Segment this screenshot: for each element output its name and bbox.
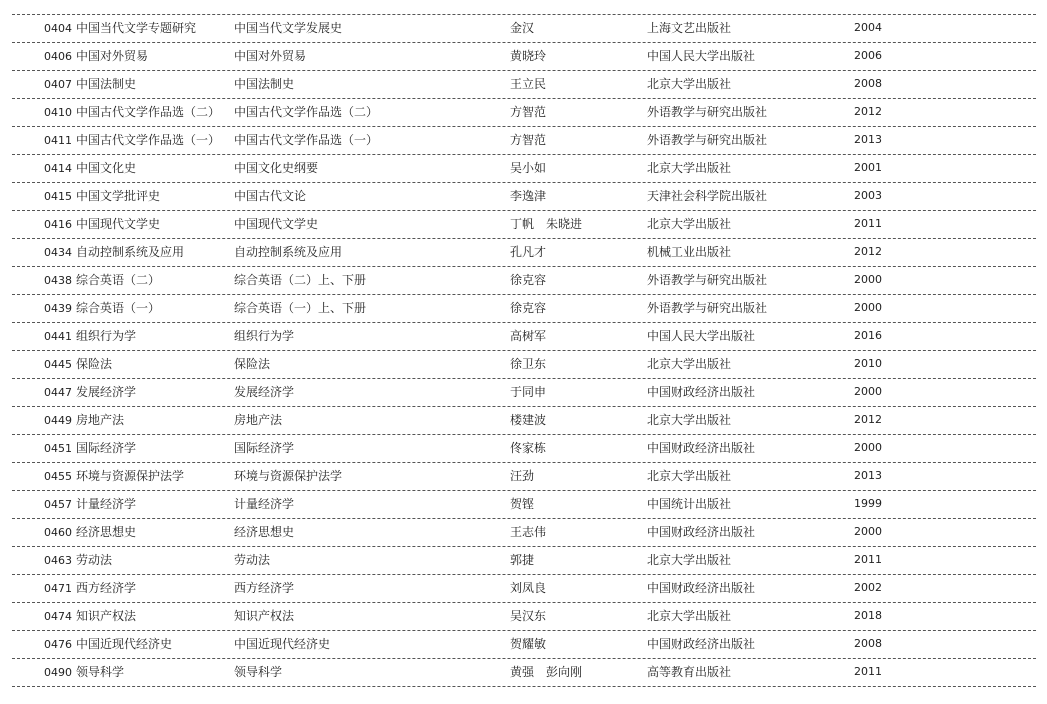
course-name: 组织行为学: [76, 329, 137, 343]
table-row: [0, 210, 1047, 238]
author: 王志伟: [510, 525, 547, 539]
course-cell: [44, 378, 136, 406]
publication-year: 2011: [854, 553, 882, 566]
table-row: [0, 182, 1047, 210]
course-cell: [44, 294, 160, 322]
publisher: 外语教学与研究出版社: [647, 273, 768, 287]
course-name: 自动控制系统及应用: [76, 245, 185, 259]
course-cell: [44, 518, 136, 546]
publisher: 北京大学出版社: [647, 217, 732, 231]
course-code: 0434: [44, 246, 72, 259]
course-code: 0414: [44, 162, 72, 175]
publisher: 上海文艺出版社: [647, 21, 732, 35]
textbook-title: 中国古代文学作品选（一）: [234, 133, 379, 147]
course-name: 中国古代文学作品选（二）: [76, 105, 221, 119]
table-row: [0, 98, 1047, 126]
course-cell: [44, 182, 160, 210]
textbook-title: 组织行为学: [234, 329, 295, 343]
publisher: 北京大学出版社: [647, 553, 732, 567]
publication-year: 2000: [854, 441, 882, 454]
table-row: [0, 294, 1047, 322]
course-name: 中国近现代经济史: [76, 637, 173, 651]
author: 黄强 彭向刚: [510, 665, 583, 679]
textbook-title: 中国当代文学发展史: [234, 21, 343, 35]
course-code: 0476: [44, 638, 72, 651]
author: 楼建波: [510, 413, 547, 427]
textbook-title: 保险法: [234, 357, 271, 371]
publication-year: 2006: [854, 49, 882, 62]
course-name: 房地产法: [76, 413, 125, 427]
author: 吴汉东: [510, 609, 547, 623]
table-row: [0, 490, 1047, 518]
publisher: 机械工业出版社: [647, 245, 732, 259]
table-row: [0, 630, 1047, 658]
table-row: [0, 518, 1047, 546]
author: 孔凡才: [510, 245, 547, 259]
publication-year: 2000: [854, 273, 882, 286]
author: 高树军: [510, 329, 547, 343]
textbook-title: 综合英语（一）上、下册: [234, 301, 367, 315]
publication-year: 2011: [854, 665, 882, 678]
course-code: 0438: [44, 274, 72, 287]
course-code: 0411: [44, 134, 72, 147]
course-name: 中国对外贸易: [76, 49, 149, 63]
publisher: 北京大学出版社: [647, 609, 732, 623]
textbook-title: 中国文化史纲要: [234, 161, 319, 175]
author: 贺耀敏: [510, 637, 547, 651]
publisher: 北京大学出版社: [647, 77, 732, 91]
publication-year: 2003: [854, 189, 882, 202]
course-code: 0471: [44, 582, 72, 595]
textbook-title: 劳动法: [234, 553, 271, 567]
author: 丁帆 朱晓进: [510, 217, 583, 231]
author: 方智范: [510, 133, 547, 147]
textbook-title: 知识产权法: [234, 609, 295, 623]
author: 佟家栋: [510, 441, 547, 455]
author: 李逸津: [510, 189, 547, 203]
publication-year: 2010: [854, 357, 882, 370]
author: 郭捷: [510, 553, 535, 567]
table-row: [0, 238, 1047, 266]
textbook-title: 西方经济学: [234, 581, 295, 595]
course-code: 0460: [44, 526, 72, 539]
course-cell: [44, 434, 136, 462]
course-code: 0404: [44, 22, 72, 35]
publication-year: 2012: [854, 413, 882, 426]
table-row: [0, 658, 1047, 686]
course-name: 中国文学批评史: [76, 189, 161, 203]
publication-year: 2004: [854, 21, 882, 34]
course-name: 中国现代文学史: [76, 217, 161, 231]
textbook-title: 房地产法: [234, 413, 283, 427]
course-code: 0441: [44, 330, 72, 343]
table-row: [0, 154, 1047, 182]
course-cell: [44, 266, 160, 294]
textbook-title: 中国近现代经济史: [234, 637, 331, 651]
course-name: 西方经济学: [76, 581, 137, 595]
publication-year: 2000: [854, 525, 882, 538]
table-row: [0, 378, 1047, 406]
course-name: 中国法制史: [76, 77, 137, 91]
textbook-title: 中国法制史: [234, 77, 295, 91]
textbook-title: 环境与资源保护法学: [234, 469, 343, 483]
publication-year: 2012: [854, 105, 882, 118]
textbook-title: 计量经济学: [234, 497, 295, 511]
author: 刘凤良: [510, 581, 547, 595]
publication-year: 2013: [854, 133, 882, 146]
course-code: 0451: [44, 442, 72, 455]
course-code: 0474: [44, 610, 72, 623]
publication-year: 2016: [854, 329, 882, 342]
table-row: [0, 602, 1047, 630]
publication-year: 2001: [854, 161, 882, 174]
course-code: 0447: [44, 386, 72, 399]
course-cell: [44, 238, 184, 266]
course-name: 环境与资源保护法学: [76, 469, 185, 483]
course-code: 0457: [44, 498, 72, 511]
table-row: [0, 406, 1047, 434]
publisher: 北京大学出版社: [647, 357, 732, 371]
course-name: 综合英语（一）: [76, 301, 161, 315]
table-row: [0, 14, 1047, 42]
publication-year: 2000: [854, 385, 882, 398]
course-name: 中国文化史: [76, 161, 137, 175]
publication-year: 1999: [854, 497, 882, 510]
course-cell: [44, 490, 136, 518]
table-row: [0, 70, 1047, 98]
publisher: 中国财政经济出版社: [647, 385, 756, 399]
course-cell: [44, 42, 148, 70]
publisher: 中国财政经济出版社: [647, 581, 756, 595]
publisher: 天津社会科学院出版社: [647, 189, 768, 203]
course-cell: [44, 462, 184, 490]
textbook-title: 中国古代文学作品选（二）: [234, 105, 379, 119]
course-name: 综合英语（二）: [76, 273, 161, 287]
course-code: 0415: [44, 190, 72, 203]
course-cell: [44, 546, 112, 574]
course-name: 保险法: [76, 357, 113, 371]
course-name: 劳动法: [76, 553, 113, 567]
course-cell: [44, 126, 220, 154]
course-cell: [44, 350, 112, 378]
course-code: 0439: [44, 302, 72, 315]
publication-year: 2000: [854, 301, 882, 314]
author: 汪劲: [510, 469, 535, 483]
author: 贺铿: [510, 497, 535, 511]
publisher: 中国财政经济出版社: [647, 637, 756, 651]
publisher: 中国统计出版社: [647, 497, 732, 511]
course-code: 0445: [44, 358, 72, 371]
author: 吴小如: [510, 161, 547, 175]
textbook-title: 国际经济学: [234, 441, 295, 455]
course-cell: [44, 630, 172, 658]
course-name: 计量经济学: [76, 497, 137, 511]
publisher: 高等教育出版社: [647, 665, 732, 679]
course-name: 发展经济学: [76, 385, 137, 399]
author: 徐克容: [510, 273, 547, 287]
course-name: 中国当代文学专题研究: [76, 21, 197, 35]
publication-year: 2008: [854, 637, 882, 650]
publication-year: 2012: [854, 245, 882, 258]
author: 王立民: [510, 77, 547, 91]
course-code: 0490: [44, 666, 72, 679]
table-row: [0, 434, 1047, 462]
textbook-title: 发展经济学: [234, 385, 295, 399]
course-cell: [44, 14, 196, 42]
table-row: [0, 462, 1047, 490]
publisher: 中国财政经济出版社: [647, 441, 756, 455]
textbook-title: 自动控制系统及应用: [234, 245, 343, 259]
course-code: 0410: [44, 106, 72, 119]
table-row: [0, 42, 1047, 70]
author: 徐卫东: [510, 357, 547, 371]
course-code: 0406: [44, 50, 72, 63]
course-code: 0449: [44, 414, 72, 427]
row-divider: [12, 686, 1036, 687]
publisher: 外语教学与研究出版社: [647, 301, 768, 315]
publisher: 外语教学与研究出版社: [647, 133, 768, 147]
textbook-title: 中国现代文学史: [234, 217, 319, 231]
course-cell: [44, 70, 136, 98]
course-name: 领导科学: [76, 665, 125, 679]
table-row: [0, 322, 1047, 350]
publication-year: 2013: [854, 469, 882, 482]
publisher: 北京大学出版社: [647, 413, 732, 427]
course-code: 0407: [44, 78, 72, 91]
publisher: 中国人民大学出版社: [647, 329, 756, 343]
course-cell: [44, 574, 136, 602]
course-cell: [44, 210, 160, 238]
textbook-title: 中国古代文论: [234, 189, 307, 203]
publisher: 北京大学出版社: [647, 469, 732, 483]
course-cell: [44, 322, 136, 350]
publication-year: 2002: [854, 581, 882, 594]
author: 金汉: [510, 21, 535, 35]
course-cell: [44, 658, 124, 686]
course-name: 经济思想史: [76, 525, 137, 539]
author: 于同申: [510, 385, 547, 399]
publisher: 北京大学出版社: [647, 161, 732, 175]
publisher: 中国财政经济出版社: [647, 525, 756, 539]
course-name: 知识产权法: [76, 609, 137, 623]
course-code: 0416: [44, 218, 72, 231]
course-cell: [44, 406, 124, 434]
course-cell: [44, 98, 220, 126]
course-name: 中国古代文学作品选（一）: [76, 133, 221, 147]
table-row: [0, 350, 1047, 378]
table-row: [0, 574, 1047, 602]
course-cell: [44, 154, 136, 182]
publication-year: 2008: [854, 77, 882, 90]
table-row: [0, 126, 1047, 154]
table-row: [0, 546, 1047, 574]
course-code: 0455: [44, 470, 72, 483]
textbook-title: 综合英语（二）上、下册: [234, 273, 367, 287]
textbook-title: 领导科学: [234, 665, 283, 679]
publisher: 外语教学与研究出版社: [647, 105, 768, 119]
course-cell: [44, 602, 136, 630]
author: 黄晓玲: [510, 49, 547, 63]
table-row: [0, 266, 1047, 294]
publisher: 中国人民大学出版社: [647, 49, 756, 63]
textbook-title: 中国对外贸易: [234, 49, 307, 63]
author: 徐克容: [510, 301, 547, 315]
author: 方智范: [510, 105, 547, 119]
publication-year: 2018: [854, 609, 882, 622]
textbook-title: 经济思想史: [234, 525, 295, 539]
course-name: 国际经济学: [76, 441, 137, 455]
publication-year: 2011: [854, 217, 882, 230]
course-code: 0463: [44, 554, 72, 567]
